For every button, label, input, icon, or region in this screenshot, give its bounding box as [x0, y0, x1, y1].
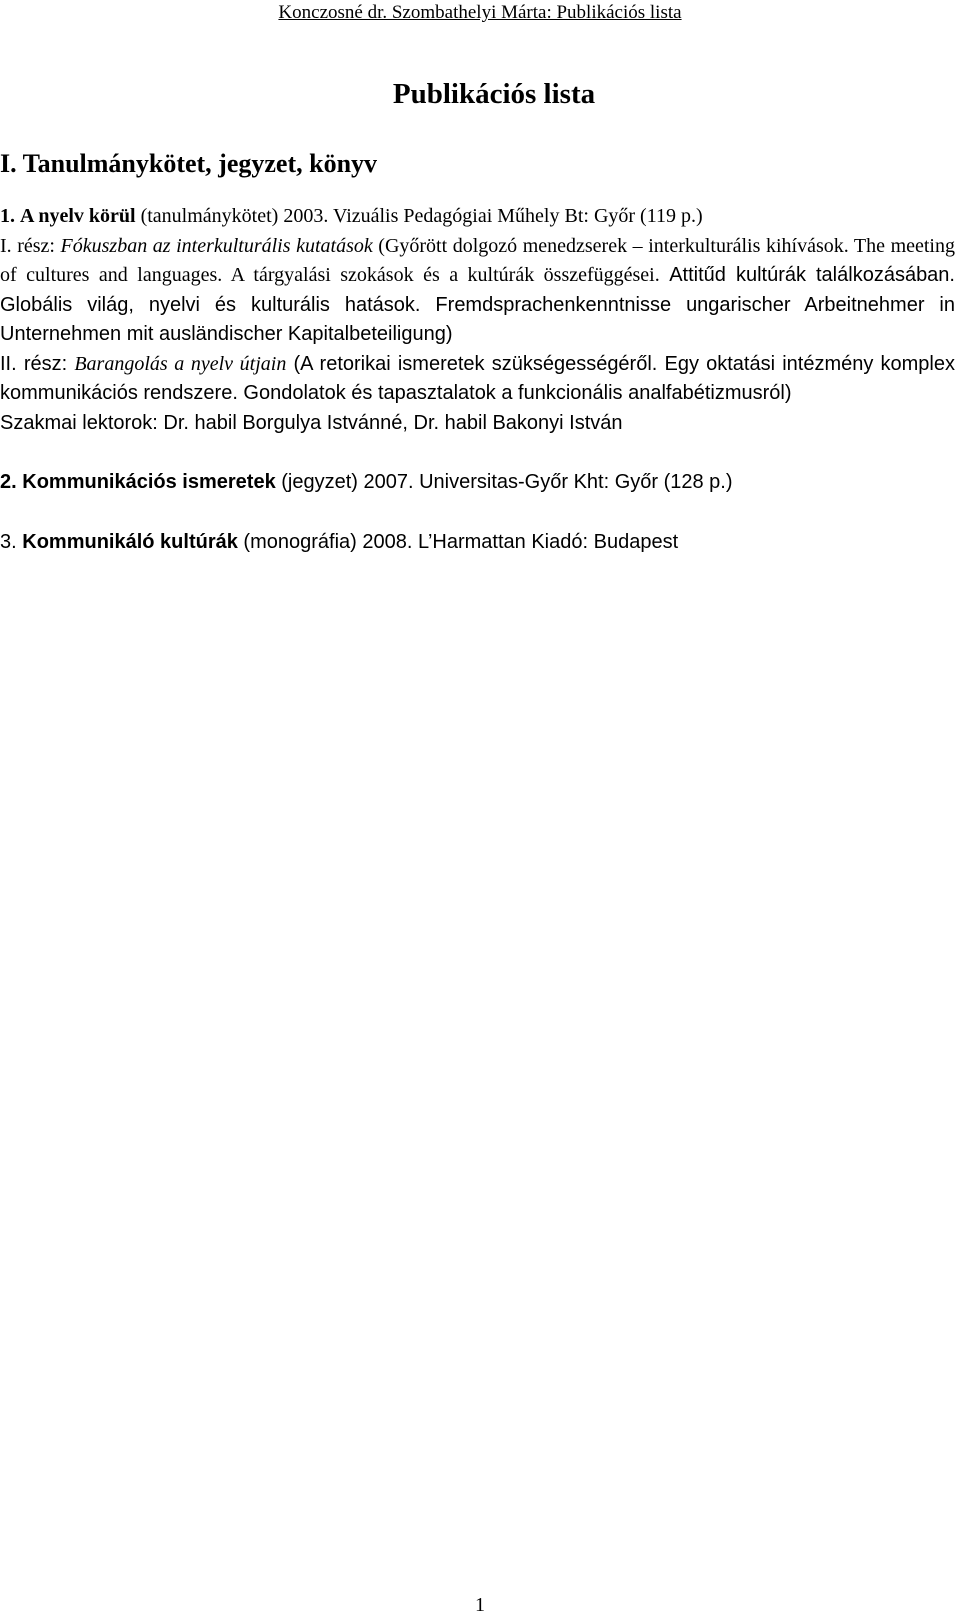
part-2-label: II. rész:: [0, 352, 75, 375]
entry-1-reviewers: Szakmai lektorok: Dr. habil Borgulya Istvánné, Dr. habil Bakonyi István: [0, 411, 623, 434]
part-2-text: (A retorikai ismeretek szükségességéről. Egy oktatási intézmény komplex kommunikációs rendszere. Gondolatok és tapasztalatok a funkcionális analfabétizmusról): [0, 352, 955, 404]
entry-3-citation: [0, 528, 955, 558]
part-1-text-b: Attitűd kultúrák találkozásában. Globális világ, nyelvi és kulturális hatások. Fremdsprachenkenntnisse ungarischer Arbeitnehmer in Unternehmen mit ausländischer Kapitalbeteiligung): [0, 264, 955, 345]
entry-1-part-1: [0, 232, 955, 350]
page-number: 1: [475, 1594, 485, 1616]
entry-1-citation: [0, 202, 955, 232]
publication-entry-3: [0, 528, 955, 558]
section-heading: I. Tanulmánykötet, jegyzet, könyv: [0, 149, 378, 178]
entry-1-number: 1.: [0, 205, 15, 227]
entry-2-number: 2.: [0, 471, 17, 493]
part-1-label: I. rész:: [0, 234, 61, 257]
publication-list: [0, 202, 955, 557]
entry-1-title: A nyelv körül: [20, 205, 136, 227]
entry-2-details: (jegyzet) 2007. Universitas-Győr Kht: Győr (128 p.): [275, 471, 733, 493]
entry-2-title: Kommunikációs ismeretek: [22, 471, 276, 493]
part-1-title: Fókuszban az interkulturális kutatások: [60, 234, 373, 257]
publication-entry-1: [0, 202, 955, 438]
part-2-title: Barangolás a nyelv útjain: [74, 352, 287, 375]
entry-1-part-2: [0, 350, 955, 409]
entry-2-citation: [0, 468, 955, 498]
part-1-text-a: (Győrött dolgozó menedzserek – interkulturális kihívások. The meeting of cultures and languages. A tárgyalási szokások és a kultúrák összefüggései.: [0, 234, 955, 286]
running-header: Konczosné dr. Szombathelyi Márta: Publikációs lista: [278, 2, 682, 23]
entry-3-details: (monográfia) 2008. L’Harmattan Kiadó: Budapest: [237, 530, 679, 553]
entry-3-number: 3.: [0, 530, 17, 553]
entry-3-title: Kommunikáló kultúrák: [22, 530, 238, 553]
entry-1-details: (tanulmánykötet) 2003. Vizuális Pedagógiai Műhely Bt: Győr (119 p.): [135, 205, 703, 227]
page-title: Publikációs lista: [392, 78, 596, 110]
publication-entry-2: [0, 468, 955, 498]
